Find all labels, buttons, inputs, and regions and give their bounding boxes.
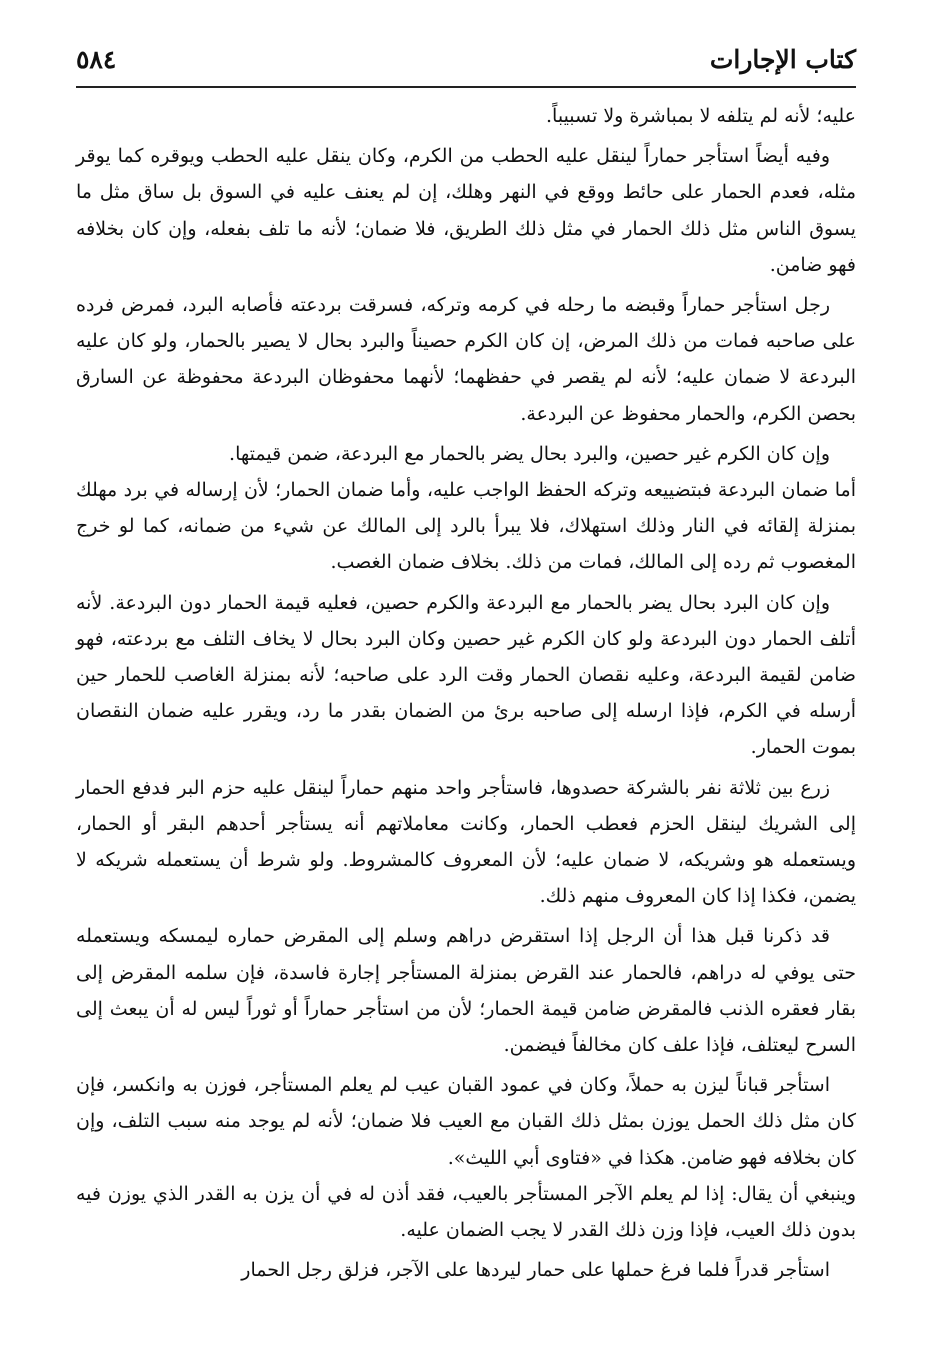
paragraph: رجل استأجر حماراً وقبضه ما رحله في كرمه وتركه، فسرقت بردعته فأصابه البرد، فمرض فرده على صاحبه فمات من ذلك المرض، إن كان الكرم حصيناً والبرد بحال لا يصير بالحمار، ولو كان عليه البردعة لا ضمان عليه؛ لأنه لم يقصر في حفظهما؛ لأنهما محفوظان البردعة محفوظة عن السارق بحصن الكرم، والحمار محفوظ عن البردعة.: [76, 294, 856, 425]
running-title: كتاب الإجارات: [709, 45, 856, 74]
header-rule: [76, 86, 856, 88]
paragraph: أما ضمان البردعة فبتضييعه وتركه الحفظ الواجب عليه، وأما ضمان الحمار؛ لأن إرساله في برد مهلك بمنزلة إلقائه في النار وذلك استهلاك، فلا يبرأ بالرد إلى المالك عن شيء من ضمانه، كما لو خرج المغصوب ثم رده إلى المالك، فمات من ذلك. بخلاف ضمان الغصب.: [76, 479, 856, 574]
paragraph: عليه؛ لأنه لم يتلفه لا بمباشرة ولا تسبيباً.: [546, 105, 856, 127]
paragraph: قد ذكرنا قبل هذا أن الرجل إذا استقرض دراهم وسلم إلى المقرض حماره ليمسكه ويستعمله حتى يوفي له دراهم، فالحمار عند القرض بمنزلة المستأجر إجارة فاسدة، فإن سلمه المقرض إلى بقار فعقره الذنب فالمقرض ضامن قيمة الحمار؛ لأن من استأجر حماراً أو ثوراً ليس له أن يبعث إلى السرح ليعتلف، فإذا علف كان مخالفاً فيضمن.: [76, 925, 856, 1057]
paragraph: وإن كان البرد بحال يضر بالحمار مع البردعة والكرم حصين، فعليه قيمة الحمار دون البردعة. لأنه أتلف الحمار دون البردعة ولو كان الكرم غير حصين وكان البرد بحال لا يخاف التلف مع بردعته، فهو ضامن لقيمة البردعة، وعليه نقصان الحمار وقت الرد على صاحبه؛ لأنه بمنزلة الغاصب للحمار حين أرسله في الكرم، فإذا ارسله إلى صاحبه برئ من الضمان بقدر ما رد، ويقرر عليه ضمان النقصان بموت الحمار.: [76, 591, 856, 759]
paragraph: وينبغي أن يقال: إذا لم يعلم الآجر المستأجر بالعيب، فقد أذن له في أن يزن به القدر الذي يوزن فيه بدون ذلك العيب، فإذا وزن ذلك القدر لا يجب الضمان عليه.: [76, 1182, 856, 1242]
body-text: [76, 98, 856, 1289]
paragraph: زرع بين ثلاثة نفر بالشركة حصدوها، فاستأجر واحد منهم حماراً لينقل عليه حزم البر فدفع الحمار إلى الشريك لينقل الحزم فعطب الحمار، وكانت معاملاتهم أنه يستأجر أحدهم البقر أو الحمار، ويستعمله هو وشريكه، لا ضمان عليه؛ لأن المعروف كالمشروط. ولو شرط أن يستعمله شريكه لا يضمن، فكذا إذا كان المعروف منهم ذلك.: [76, 776, 856, 908]
page-number: ٥٨٤: [76, 45, 117, 74]
page-header: [76, 36, 856, 80]
paragraph: استأجر قدراً فلما فرغ حملها على حمار ليردها على الآجر، فزلق رجل الحمار: [241, 1259, 830, 1282]
paragraph: وفيه أيضاً استأجر حماراً لينقل عليه الحطب من الكرم، وكان ينقل عليه الحطب ويوقره كما يوقر مثله، فعدم الحمار على حائط ووقع في النهر وهلك، إن لم يعنف عليه في السوق بل ساق مثل ما يسوق الناس مثل ذلك الحمار في مثل ذلك الطريق، فلا ضمان؛ لأنه ما تلف بفعله، وإن كان بخلافه فهو ضامن.: [76, 145, 856, 276]
paragraph: استأجر قباناً ليزن به حملاً، وكان في عمود القبان عيب لم يعلم المستأجر، فوزن به وانكسر، فإن كان مثل ذلك الحمل يوزن بمثل ذلك القبان مع العيب فلا ضمان؛ لأنه لم يوجد منه سبب التلف، وإن كان بخلافه فهو ضامن. هكذا في «فتاوى أبي الليث».: [76, 1074, 856, 1169]
paragraph: وإن كان الكرم غير حصين، والبرد بحال يضر بالحمار مع البردعة، ضمن قيمتها.: [229, 442, 830, 465]
